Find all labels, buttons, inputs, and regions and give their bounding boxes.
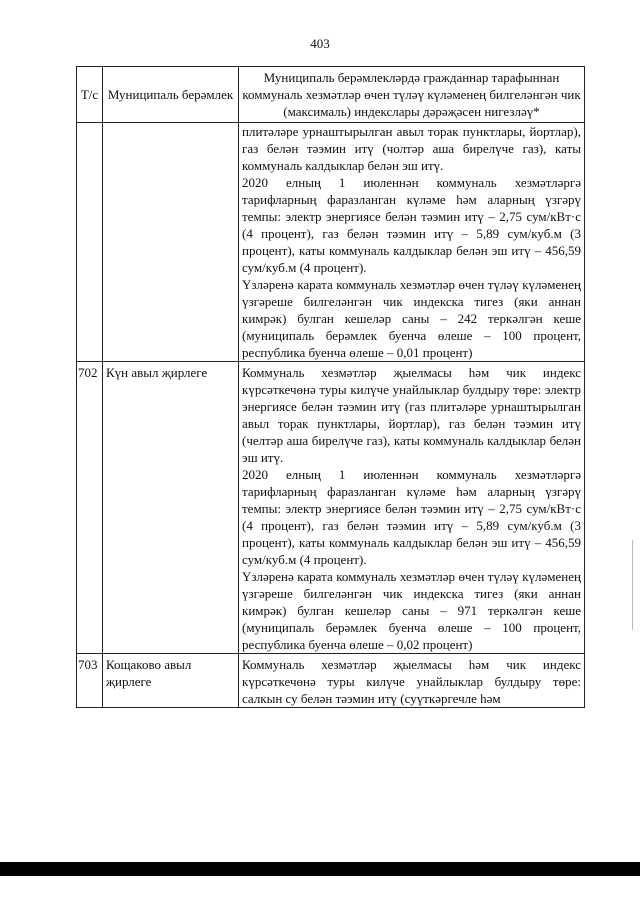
row-description (239, 123, 585, 362)
header-description: Муниципаль берәмлекләрдә гражданнар тарафыннан коммуналь хезмәтләр өчен түләү күләменең билгеләнгән чик (максималь) индекслары дәрәҗәсен нигезләү* (239, 67, 585, 123)
table-row (77, 362, 585, 654)
table-header-row (77, 67, 585, 123)
row-number (77, 123, 103, 362)
header-number: Т/с (77, 67, 103, 123)
scan-bottom-bar (0, 862, 640, 876)
row-description (239, 654, 585, 708)
description-paragraph: 2020 елның 1 июленнән коммуналь хезмәтләргә тарифларның фаразланган күләме һәм аларның үзгәрү темпы: электр энергиясе белән тәэмин итү – 2,75 сум/кВт·с (4 процент), газ белән тәэмин итү – 5,89 сум/куб.м (3 процент), каты коммуналь калдыклар белән эш итү – 456,59 сум/куб.м (4 процент). (242, 467, 581, 567)
description-paragraph: 2020 елның 1 июленнән коммуналь хезмәтләргә тарифларның фаразланган күләме һәм аларның үзгәрү темпы: электр энергиясе белән тәэмин итү – 2,75 сум/кВт·с (4 процент), газ белән тәэмин итү – 5,89 сум/куб.м (3 процент), каты коммуналь калдыклар белән эш итү – 456,59 сум/куб.м (4 процент). (242, 175, 581, 275)
description-paragraph: Коммуналь хезмәтләр җыелмасы һәм чик индекс күрсәткечөнә туры килүче унайлыклар булдыру төре: электр энергиясе белән тәэмин итү (газ плитәләре урнаштырылган авыл торак пунктлары, йортлар), газ белән тәэмин итү (челтәр аша бирелүче газ), каты коммуналь калдыклар белән эш итү. (242, 365, 581, 465)
page-number: 403 (310, 36, 330, 51)
row-number: 703 (77, 654, 103, 708)
description-paragraph: плитәләре урнаштырылган авыл торак пунктлары, йортлар), газ белән тәэмин итү (чолтәр аша бирелүче газ), каты коммуналь калдыклар белән эш итү. (242, 124, 581, 173)
description-paragraph: Үзләренә карата коммуналь хезмәтләр өчен түләү күләменең үзгәреше билгеләнгән чик индекска тигез (яки аннан кимрәк) булган кешеләр саны – 971 теркәлгән кеше (муниципаль берәмлек буенча өлеше – 100 процент, республика буенча өлеше – 0,02 процент) (242, 569, 581, 652)
description-paragraph: Коммуналь хезмәтләр җыелмасы һәм чик индекс күрсәткечөнә туры килүче унайлыклар булдыру төре: салкын су белән тәэмин итү (суүткәргечле һәм (242, 657, 581, 706)
row-municipality (103, 123, 239, 362)
row-description (239, 362, 585, 654)
table-row (77, 123, 585, 362)
row-municipality: Кощаково авыл җирлеге (103, 654, 239, 708)
scan-margin-line (632, 540, 633, 630)
description-paragraph: Үзләренә карата коммуналь хезмәтләр өчен түләү күләменең үзгәреше билгеләнгән чик индекска тигез (яки аннан кимрәк) булган кешеләр саны – 242 теркәлгән кеше (муниципаль берәмлек буенча өлеше – 100 процент, республика буенча өлеше – 0,01 процент) (242, 277, 581, 360)
header-municipality: Муниципаль берәмлек (103, 67, 239, 123)
row-municipality: Күн авыл җирлеге (103, 362, 239, 654)
row-number: 702 (77, 362, 103, 654)
tariff-index-table (76, 66, 585, 708)
table-row (77, 654, 585, 708)
